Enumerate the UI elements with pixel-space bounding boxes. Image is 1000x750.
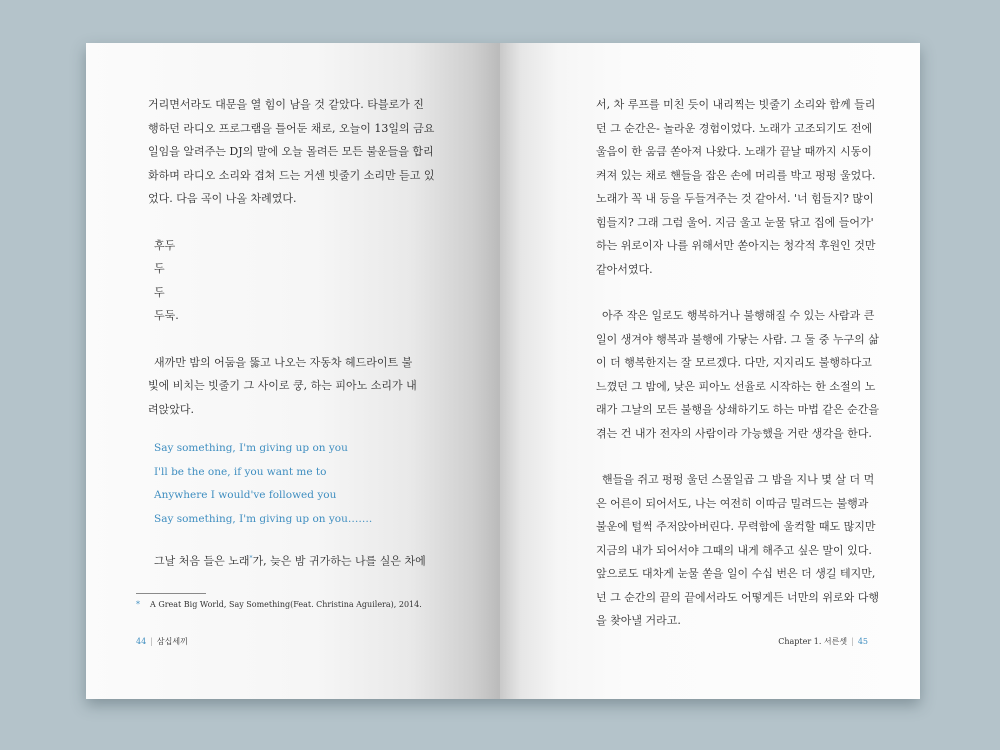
left-body bbox=[148, 93, 448, 573]
footnote bbox=[136, 600, 422, 609]
text-line: 같아서였다. bbox=[596, 262, 653, 276]
onomatopoeia-line: 두둑. bbox=[154, 309, 179, 322]
footnote-text: A Great Big World, Say Something(Feat. Christina Aguilera), 2014. bbox=[150, 600, 422, 609]
footnote-mark: * bbox=[136, 600, 140, 609]
lyric-line: I'll be the one, if you want me to bbox=[154, 465, 327, 478]
text-line: 새까만 밤의 어둠을 뚫고 나오는 자동차 헤드라이트 불 bbox=[154, 355, 413, 369]
page-folio-right: Chapter 1. 서른셋 | 45 bbox=[778, 637, 868, 646]
text-line: 노래가 꼭 내 등을 두들겨주는 것 같아서. '너 힘들지? 많이 bbox=[596, 192, 874, 205]
text-fragment: 가, 늦은 밤 귀가하는 나를 실은 차에 bbox=[252, 554, 426, 568]
text-line: 지금의 내가 되어서야 그때의 내게 해주고 싶은 말이 있다. bbox=[596, 543, 872, 557]
text-fragment: 그날 처음 들은 노래 bbox=[154, 554, 250, 568]
text-line: 려앉았다. bbox=[148, 402, 195, 416]
text-line-with-footnote bbox=[148, 547, 448, 573]
text-line: 아주 작은 일로도 행복하거나 불행해질 수 있는 사람과 큰 bbox=[602, 309, 875, 322]
text-line: 빛에 비치는 빗줄기 그 사이로 쿵, 하는 피아노 소리가 내 bbox=[148, 379, 417, 392]
right-body bbox=[596, 93, 892, 633]
page-number: 44 bbox=[136, 637, 147, 646]
chapter-title: Chapter 1. 서른셋 bbox=[778, 637, 848, 646]
onomatopoeia-line: 두 bbox=[154, 285, 165, 299]
text-line: 었다. 다음 곡이 나올 차례였다. bbox=[148, 192, 297, 205]
text-line: 거리면서라도 대문을 열 힘이 남을 것 같았다. 타블로가 진 bbox=[148, 98, 424, 111]
text-line: 일임을 알려주는 DJ의 말에 오늘 몰려든 모든 불운들을 합리 bbox=[148, 145, 434, 158]
text-line: 은 어른이 되어서도, 나는 여전히 이따금 밀려드는 불행과 bbox=[596, 496, 869, 510]
text-line: 을 찾아낼 거라고. bbox=[596, 614, 681, 627]
text-line: 던 그 순간은- 놀라운 경험이었다. 노래가 고조되기도 전에 bbox=[596, 121, 873, 135]
left-page bbox=[86, 43, 502, 699]
text-line: 래가 그날의 모든 불행을 상쇄하기도 하는 마법 같은 순간을 bbox=[596, 403, 879, 416]
page-number: 45 bbox=[857, 637, 868, 646]
text-line: 넌 그 순간의 끝의 끝에서라도 어떻게든 너만의 위로와 다행 bbox=[596, 590, 879, 604]
text-line: 일이 생겨야 행복과 불행에 가닿는 사람. 그 둘 중 누구의 삶 bbox=[596, 332, 879, 346]
onomatopoeia-line: 두 bbox=[154, 262, 165, 275]
text-line: 행하던 라디오 프로그램을 틀어둔 채로, 오늘이 13일의 금요 bbox=[148, 121, 435, 135]
text-line: 화하며 라디오 소리와 겹쳐 드는 거센 빗줄기 소리만 듣고 있 bbox=[148, 168, 435, 182]
open-book bbox=[86, 43, 920, 699]
text-line: 켜져 있는 채로 핸들을 잡은 손에 머리를 박고 펑펑 울었다. bbox=[596, 168, 876, 182]
text-line: 하는 위로이자 나를 위해서만 쏟아지는 청각적 후원인 것만 bbox=[596, 239, 876, 252]
footnote-reference: * bbox=[249, 555, 253, 562]
text-line: 핸들을 쥐고 펑펑 울던 스물일곱 그 밤을 지나 몇 살 더 먹 bbox=[602, 473, 875, 486]
text-line: 울음이 한 움큼 쏟아져 나왔다. 노래가 끝날 때까지 시동이 bbox=[596, 145, 872, 158]
right-page bbox=[500, 43, 920, 699]
text-line: 불운에 털썩 주저앉아버린다. 무력함에 울컥할 때도 많지만 bbox=[596, 520, 876, 533]
text-line: 이 더 행복한지는 잘 모르겠다. 다만, 지지리도 불행하다고 bbox=[596, 356, 872, 369]
book-title: 삼십세끼 bbox=[156, 637, 188, 646]
onomatopoeia-line: 후두 bbox=[154, 238, 176, 252]
text-line: 힘들지? 그래 그럼 울어. 지금 울고 눈물 닦고 집에 들어가' bbox=[596, 215, 874, 229]
footnote-divider bbox=[136, 593, 206, 594]
lyric-line: Say something, I'm giving up on you bbox=[154, 442, 348, 454]
lyric-line: Say something, I'm giving up on you……. bbox=[154, 512, 373, 525]
text-line: 느꼈던 그 밤에, 낮은 피아노 선율로 시작하는 한 소절의 노 bbox=[596, 379, 876, 393]
text-line: 앞으로도 대차게 눈물 쏟을 일이 수십 번은 더 생길 테지만, bbox=[596, 567, 876, 580]
lyric-line: Anywhere I would've followed you bbox=[154, 489, 337, 501]
text-line: 서, 차 루프를 미친 듯이 내리찍는 빗줄기 소리와 함께 들리 bbox=[596, 98, 876, 111]
text-line: 겪는 건 내가 전자의 사람이라 가능했을 거란 생각을 한다. bbox=[596, 426, 872, 440]
page-folio-left: 44 | 삼십세끼 bbox=[136, 637, 188, 646]
